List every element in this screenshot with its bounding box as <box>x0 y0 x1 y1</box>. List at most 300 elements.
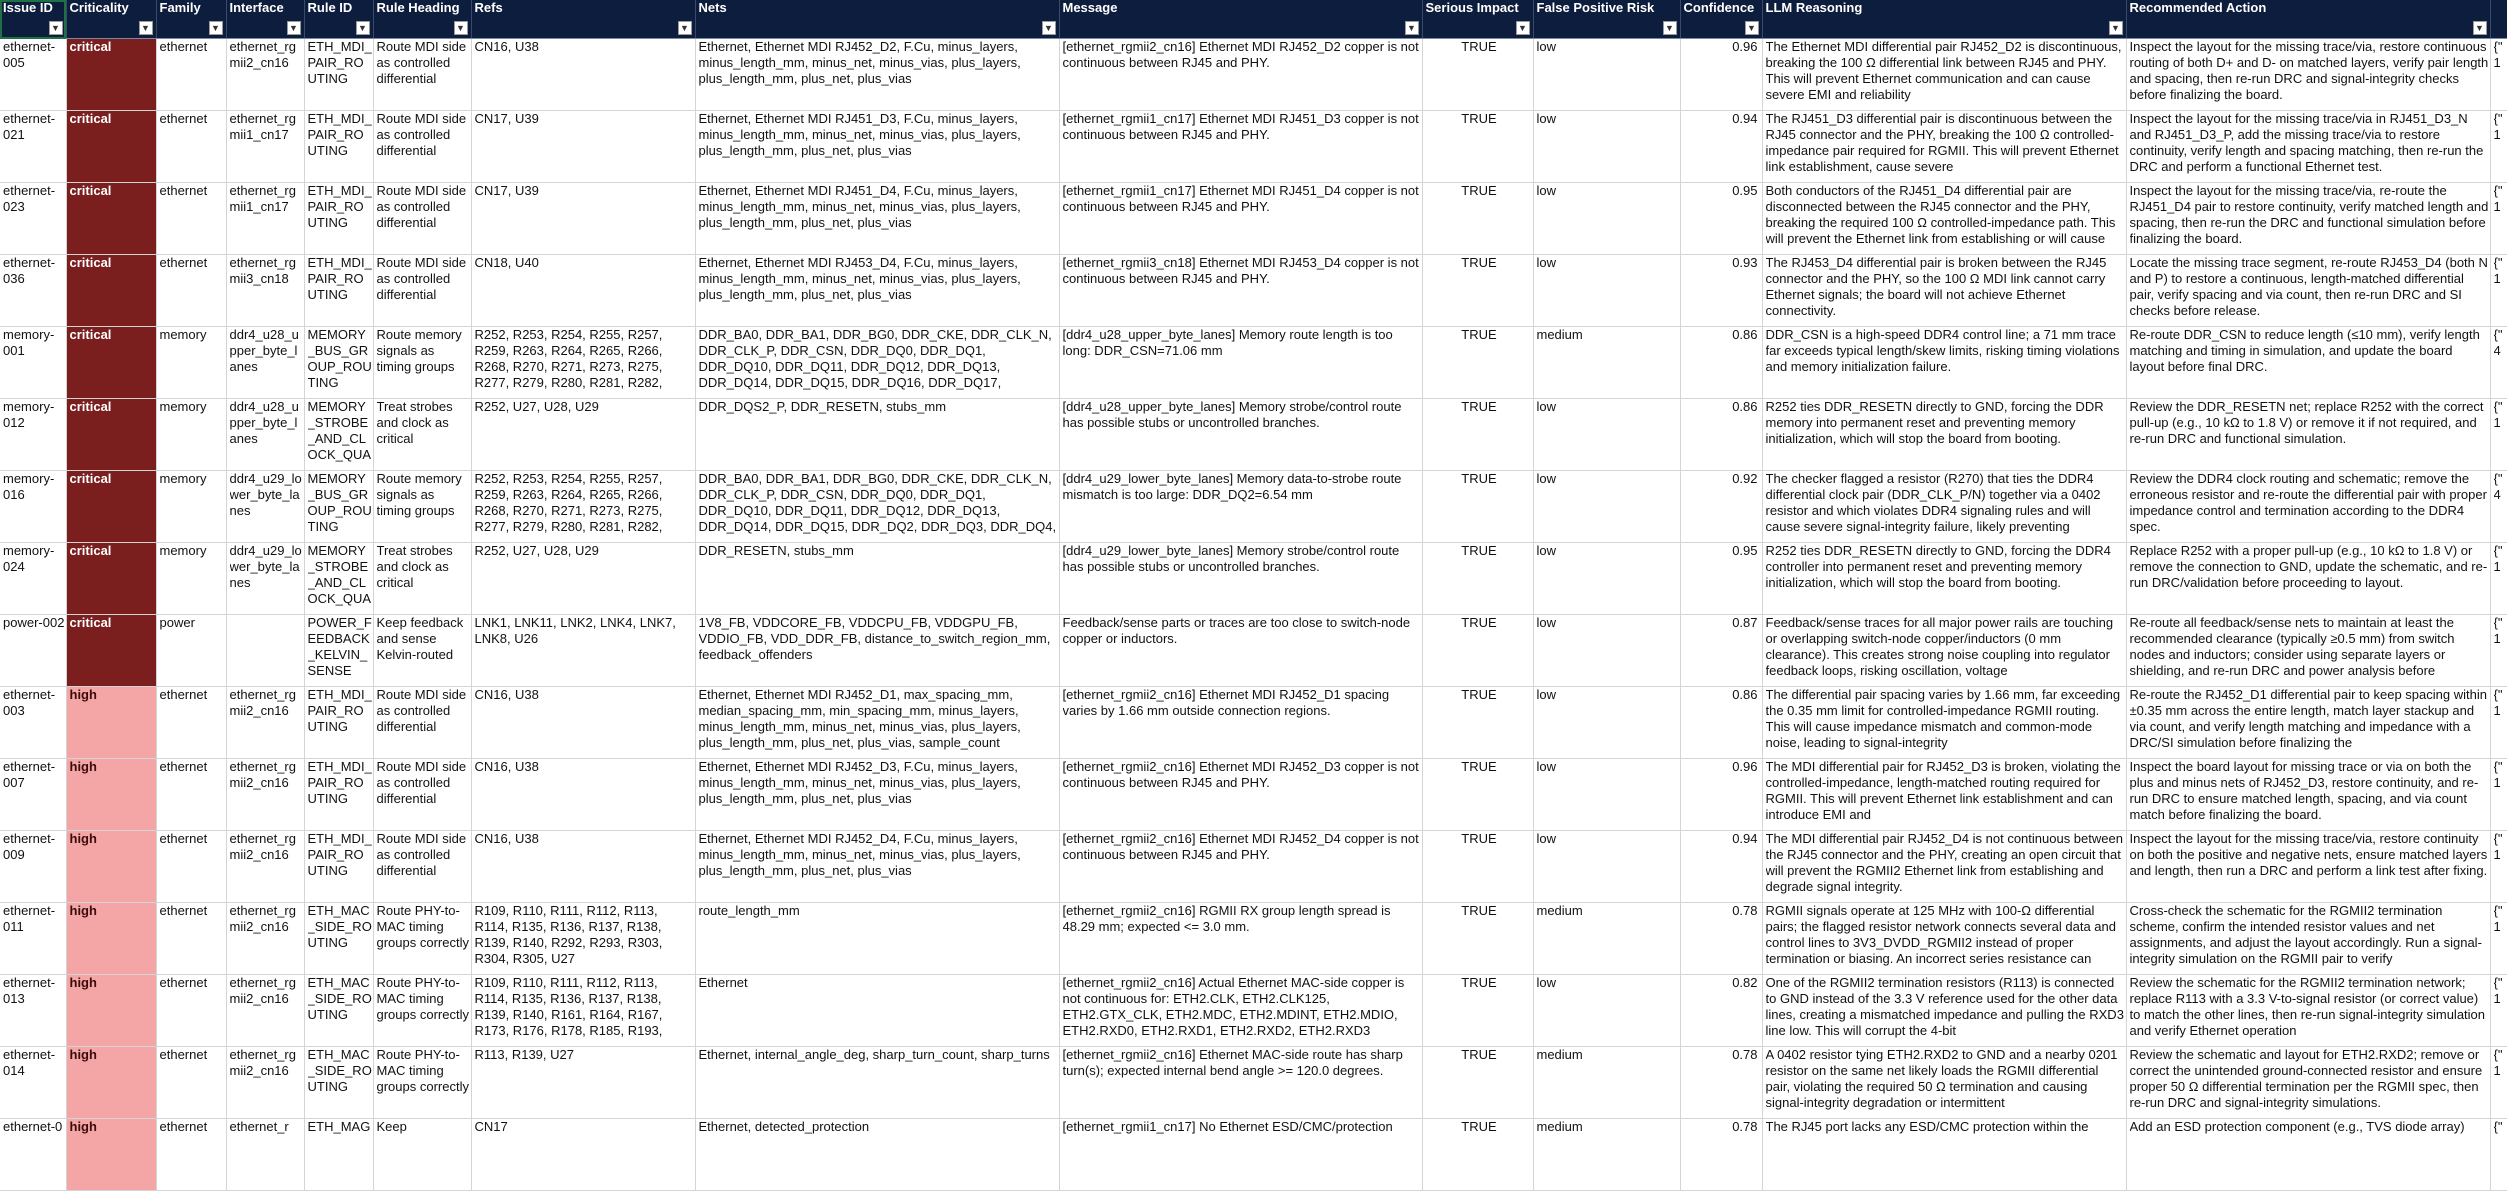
cell-confidence[interactable] <box>1680 903 1762 975</box>
cell-llm-reasoning[interactable] <box>1762 1119 2126 1191</box>
cell-serious-impact[interactable] <box>1422 327 1533 399</box>
cell-false-positive-risk[interactable] <box>1533 543 1680 615</box>
cell-llm-reasoning[interactable] <box>1762 687 2126 759</box>
cell-refs[interactable] <box>471 1119 695 1191</box>
cell-interface[interactable] <box>226 831 304 903</box>
cell-nets[interactable] <box>695 543 1059 615</box>
cell-family[interactable] <box>156 543 226 615</box>
cell-interface[interactable] <box>226 399 304 471</box>
filter-dropdown-icon[interactable]: ▼ <box>1042 21 1056 35</box>
cell-refs[interactable] <box>471 975 695 1047</box>
cell-text: ethernet_rgmii2_cn16 <box>229 1047 296 1078</box>
column-header-family[interactable] <box>156 0 226 39</box>
cell-issue-id[interactable] <box>0 111 66 183</box>
cell-extra[interactable] <box>2490 687 2507 759</box>
cell-confidence[interactable] <box>1680 1047 1762 1119</box>
cell-family[interactable] <box>156 111 226 183</box>
cell-message[interactable] <box>1059 471 1422 543</box>
cell-criticality[interactable] <box>66 687 156 759</box>
cell-rule-heading[interactable] <box>373 327 471 399</box>
cell-llm-reasoning[interactable] <box>1762 111 2126 183</box>
cell-nets[interactable] <box>695 327 1059 399</box>
filter-dropdown-icon[interactable]: ▼ <box>139 21 153 35</box>
cell-interface[interactable] <box>226 39 304 111</box>
column-header-false-positive-risk[interactable] <box>1533 0 1680 39</box>
cell-rule-heading[interactable] <box>373 255 471 327</box>
cell-false-positive-risk[interactable] <box>1533 327 1680 399</box>
cell-rule-id[interactable] <box>304 255 373 327</box>
cell-extra[interactable] <box>2490 975 2507 1047</box>
cell-issue-id[interactable] <box>0 687 66 759</box>
cell-nets[interactable] <box>695 759 1059 831</box>
cell-rule-id[interactable] <box>304 471 373 543</box>
cell-message[interactable] <box>1059 1047 1422 1119</box>
cell-family[interactable] <box>156 615 226 687</box>
cell-refs[interactable] <box>471 543 695 615</box>
cell-criticality[interactable] <box>66 615 156 687</box>
cell-issue-id[interactable] <box>0 39 66 111</box>
cell-serious-impact[interactable] <box>1422 111 1533 183</box>
cell-issue-id[interactable] <box>0 1047 66 1119</box>
cell-rule-id[interactable] <box>304 615 373 687</box>
column-header-message[interactable] <box>1059 0 1422 39</box>
cell-nets[interactable] <box>695 399 1059 471</box>
cell-nets[interactable] <box>695 471 1059 543</box>
cell-confidence[interactable] <box>1680 831 1762 903</box>
cell-text: [ddr4_u28_upper_byte_lanes] Memory strobe/control route has possible stubs or uncontrolled branches. <box>1062 399 1402 430</box>
cell-rule-heading[interactable] <box>373 399 471 471</box>
cell-llm-reasoning[interactable] <box>1762 975 2126 1047</box>
cell-confidence[interactable] <box>1680 111 1762 183</box>
filter-dropdown-icon[interactable]: ▼ <box>209 21 223 35</box>
cell-family[interactable] <box>156 39 226 111</box>
cell-serious-impact[interactable] <box>1422 471 1533 543</box>
cell-rule-id[interactable] <box>304 1047 373 1119</box>
column-header-serious-impact[interactable] <box>1422 0 1533 39</box>
cell-llm-reasoning[interactable] <box>1762 759 2126 831</box>
cell-extra[interactable] <box>2490 255 2507 327</box>
cell-confidence[interactable] <box>1680 399 1762 471</box>
cell-interface[interactable] <box>226 543 304 615</box>
cell-message[interactable] <box>1059 1119 1422 1191</box>
column-header-interface[interactable] <box>226 0 304 39</box>
table-body <box>0 39 2507 1191</box>
cell-recommended-action[interactable] <box>2126 399 2490 471</box>
cell-refs[interactable] <box>471 903 695 975</box>
cell-rule-id[interactable] <box>304 687 373 759</box>
cell-nets[interactable] <box>695 615 1059 687</box>
cell-family[interactable] <box>156 903 226 975</box>
cell-text: [ethernet_rgmii3_cn18] Ethernet MDI RJ453_D4 copper is not continuous between RJ45 and PHY. <box>1062 255 1419 286</box>
cell-criticality[interactable] <box>66 903 156 975</box>
cell-extra[interactable] <box>2490 1119 2507 1191</box>
cell-message[interactable] <box>1059 111 1422 183</box>
cell-message[interactable] <box>1059 399 1422 471</box>
cell-false-positive-risk[interactable] <box>1533 975 1680 1047</box>
cell-message[interactable] <box>1059 183 1422 255</box>
cell-llm-reasoning[interactable] <box>1762 903 2126 975</box>
cell-rule-id[interactable] <box>304 327 373 399</box>
cell-text: The differential pair spacing varies by 1.66 mm, far exceeding the 0.35 mm limit for controlled-impedance RGMII routing. This will cause impedance mismatch and common-mode noise, leading to signal-integrity <box>1765 687 2121 750</box>
cell-confidence[interactable] <box>1680 543 1762 615</box>
filter-dropdown-icon[interactable]: ▼ <box>287 21 301 35</box>
cell-recommended-action[interactable] <box>2126 327 2490 399</box>
cell-confidence[interactable] <box>1680 183 1762 255</box>
column-header-label: Confidence <box>1683 0 1755 15</box>
cell-nets[interactable] <box>695 1047 1059 1119</box>
column-header-label: Serious Impact <box>1425 0 1519 15</box>
cell-confidence[interactable] <box>1680 471 1762 543</box>
cell-issue-id[interactable] <box>0 831 66 903</box>
cell-confidence[interactable] <box>1680 975 1762 1047</box>
cell-serious-impact[interactable] <box>1422 543 1533 615</box>
filter-dropdown-icon[interactable]: ▼ <box>1516 21 1530 35</box>
cell-recommended-action[interactable] <box>2126 39 2490 111</box>
cell-confidence[interactable] <box>1680 687 1762 759</box>
cell-criticality[interactable] <box>66 399 156 471</box>
cell-criticality[interactable] <box>66 111 156 183</box>
cell-refs[interactable] <box>471 615 695 687</box>
cell-llm-reasoning[interactable] <box>1762 543 2126 615</box>
cell-false-positive-risk[interactable] <box>1533 759 1680 831</box>
cell-rule-heading[interactable] <box>373 615 471 687</box>
cell-extra[interactable] <box>2490 183 2507 255</box>
cell-nets[interactable] <box>695 255 1059 327</box>
cell-refs[interactable] <box>471 831 695 903</box>
cell-message[interactable] <box>1059 831 1422 903</box>
cell-rule-heading[interactable] <box>373 903 471 975</box>
cell-text: 1V8_FB, VDDCORE_FB, VDDCPU_FB, VDDGPU_FB, VDDIO_FB, VDD_DDR_FB, distance_to_switch_region_mm, feedback_offenders <box>698 615 1051 662</box>
cell-rule-heading[interactable] <box>373 111 471 183</box>
column-header-nets[interactable] <box>695 0 1059 39</box>
cell-extra[interactable] <box>2490 903 2507 975</box>
cell-issue-id[interactable] <box>0 327 66 399</box>
cell-false-positive-risk[interactable] <box>1533 399 1680 471</box>
cell-recommended-action[interactable] <box>2126 615 2490 687</box>
cell-rule-heading[interactable] <box>373 759 471 831</box>
cell-text: TRUE <box>1461 255 1497 270</box>
cell-rule-id[interactable] <box>304 183 373 255</box>
cell-extra[interactable] <box>2490 831 2507 903</box>
cell-false-positive-risk[interactable] <box>1533 255 1680 327</box>
cell-family[interactable] <box>156 183 226 255</box>
column-header-criticality[interactable] <box>66 0 156 39</box>
cell-rule-id[interactable] <box>304 543 373 615</box>
cell-text: [ethernet_rgmii2_cn16] Ethernet MDI RJ452_D2 copper is not continuous between RJ45 and PHY. <box>1062 39 1419 70</box>
cell-nets[interactable] <box>695 183 1059 255</box>
column-header-rule-id[interactable] <box>304 0 373 39</box>
cell-text: Route MDI side as controlled differential <box>376 687 467 734</box>
column-header-recommended-action[interactable] <box>2126 0 2490 39</box>
cell-message[interactable] <box>1059 327 1422 399</box>
filter-dropdown-icon[interactable]: ▼ <box>1405 21 1419 35</box>
cell-extra[interactable] <box>2490 615 2507 687</box>
cell-text: R252, R253, R254, R255, R257, R259, R263, R264, R265, R266, R268, R270, R271, R273, R275, R277, R279, R280, R281, R282, <box>474 471 663 534</box>
cell-text: high <box>69 1119 97 1134</box>
cell-criticality[interactable] <box>66 471 156 543</box>
cell-interface[interactable] <box>226 1047 304 1119</box>
cell-extra[interactable] <box>2490 39 2507 111</box>
cell-interface[interactable] <box>226 1119 304 1191</box>
cell-refs[interactable] <box>471 327 695 399</box>
cell-llm-reasoning[interactable] <box>1762 615 2126 687</box>
cell-text: medium <box>1536 327 1583 342</box>
cell-rule-heading[interactable] <box>373 183 471 255</box>
cell-nets[interactable] <box>695 687 1059 759</box>
cell-confidence[interactable] <box>1680 1119 1762 1191</box>
cell-recommended-action[interactable] <box>2126 543 2490 615</box>
cell-interface[interactable] <box>226 183 304 255</box>
cell-nets[interactable] <box>695 831 1059 903</box>
cell-recommended-action[interactable] <box>2126 111 2490 183</box>
cell-extra[interactable] <box>2490 111 2507 183</box>
cell-false-positive-risk[interactable] <box>1533 183 1680 255</box>
cell-recommended-action[interactable] <box>2126 759 2490 831</box>
cell-refs[interactable] <box>471 471 695 543</box>
cell-interface[interactable] <box>226 471 304 543</box>
column-header-refs[interactable] <box>471 0 695 39</box>
cell-rule-heading[interactable] <box>373 1119 471 1191</box>
cell-text: Ethernet, Ethernet MDI RJ452_D4, F.Cu, minus_layers, minus_length_mm, minus_net, minus_vias, plus_layers, plus_length_mm, plus_net, plus_vias <box>698 831 1021 878</box>
cell-extra[interactable] <box>2490 399 2507 471</box>
cell-refs[interactable] <box>471 687 695 759</box>
cell-rule-heading[interactable] <box>373 1047 471 1119</box>
cell-refs[interactable] <box>471 255 695 327</box>
cell-refs[interactable] <box>471 111 695 183</box>
cell-recommended-action[interactable] <box>2126 831 2490 903</box>
cell-rule-id[interactable] <box>304 831 373 903</box>
cell-family[interactable] <box>156 255 226 327</box>
cell-refs[interactable] <box>471 759 695 831</box>
cell-issue-id[interactable] <box>0 399 66 471</box>
cell-criticality[interactable] <box>66 975 156 1047</box>
cell-recommended-action[interactable] <box>2126 183 2490 255</box>
cell-text: ethernet <box>159 903 208 918</box>
cell-confidence[interactable] <box>1680 327 1762 399</box>
cell-family[interactable] <box>156 687 226 759</box>
cell-recommended-action[interactable] <box>2126 903 2490 975</box>
cell-llm-reasoning[interactable] <box>1762 831 2126 903</box>
cell-extra[interactable] <box>2490 759 2507 831</box>
cell-text: critical <box>69 543 112 558</box>
cell-rule-heading[interactable] <box>373 975 471 1047</box>
cell-criticality[interactable] <box>66 831 156 903</box>
cell-issue-id[interactable] <box>0 615 66 687</box>
cell-refs[interactable] <box>471 183 695 255</box>
cell-criticality[interactable] <box>66 543 156 615</box>
cell-extra[interactable] <box>2490 1047 2507 1119</box>
cell-extra[interactable] <box>2490 471 2507 543</box>
cell-rule-id[interactable] <box>304 975 373 1047</box>
cell-text: {" 1 <box>2493 831 2503 862</box>
cell-recommended-action[interactable] <box>2126 255 2490 327</box>
cell-serious-impact[interactable] <box>1422 615 1533 687</box>
cell-serious-impact[interactable] <box>1422 975 1533 1047</box>
cell-serious-impact[interactable] <box>1422 687 1533 759</box>
cell-confidence[interactable] <box>1680 255 1762 327</box>
cell-message[interactable] <box>1059 759 1422 831</box>
cell-nets[interactable] <box>695 111 1059 183</box>
cell-message[interactable] <box>1059 903 1422 975</box>
cell-nets[interactable] <box>695 39 1059 111</box>
cell-interface[interactable] <box>226 255 304 327</box>
cell-text: ethernet_rgmii2_cn16 <box>229 759 296 790</box>
cell-false-positive-risk[interactable] <box>1533 111 1680 183</box>
cell-interface[interactable] <box>226 975 304 1047</box>
cell-llm-reasoning[interactable] <box>1762 327 2126 399</box>
cell-message[interactable] <box>1059 615 1422 687</box>
cell-refs[interactable] <box>471 39 695 111</box>
cell-interface[interactable] <box>226 903 304 975</box>
cell-message[interactable] <box>1059 39 1422 111</box>
cell-false-positive-risk[interactable] <box>1533 903 1680 975</box>
cell-text: {" 4 <box>2493 471 2503 502</box>
cell-rule-heading[interactable] <box>373 831 471 903</box>
cell-false-positive-risk[interactable] <box>1533 831 1680 903</box>
column-header-issue-id[interactable] <box>0 0 66 39</box>
cell-message[interactable] <box>1059 255 1422 327</box>
cell-nets[interactable] <box>695 903 1059 975</box>
cell-llm-reasoning[interactable] <box>1762 255 2126 327</box>
cell-llm-reasoning[interactable] <box>1762 1047 2126 1119</box>
cell-serious-impact[interactable] <box>1422 183 1533 255</box>
cell-criticality[interactable] <box>66 39 156 111</box>
cell-extra[interactable] <box>2490 327 2507 399</box>
cell-text: CN16, U38 <box>474 39 539 54</box>
cell-serious-impact[interactable] <box>1422 399 1533 471</box>
column-header-llm-reasoning[interactable] <box>1762 0 2126 39</box>
cell-serious-impact[interactable] <box>1422 1047 1533 1119</box>
cell-issue-id[interactable] <box>0 975 66 1047</box>
cell-recommended-action[interactable] <box>2126 471 2490 543</box>
cell-extra[interactable] <box>2490 543 2507 615</box>
filter-dropdown-icon[interactable]: ▼ <box>356 21 370 35</box>
cell-issue-id[interactable] <box>0 183 66 255</box>
cell-llm-reasoning[interactable] <box>1762 399 2126 471</box>
cell-serious-impact[interactable] <box>1422 831 1533 903</box>
cell-llm-reasoning[interactable] <box>1762 183 2126 255</box>
cell-confidence[interactable] <box>1680 615 1762 687</box>
cell-llm-reasoning[interactable] <box>1762 471 2126 543</box>
cell-text: CN16, U38 <box>474 831 539 846</box>
filter-dropdown-icon[interactable]: ▼ <box>454 21 468 35</box>
cell-interface[interactable] <box>226 759 304 831</box>
cell-rule-id[interactable] <box>304 1119 373 1191</box>
cell-interface[interactable] <box>226 111 304 183</box>
cell-false-positive-risk[interactable] <box>1533 1047 1680 1119</box>
cell-rule-heading[interactable] <box>373 471 471 543</box>
cell-criticality[interactable] <box>66 759 156 831</box>
cell-interface[interactable] <box>226 687 304 759</box>
cell-criticality[interactable] <box>66 1119 156 1191</box>
cell-text: ethernet <box>159 255 208 270</box>
cell-criticality[interactable] <box>66 255 156 327</box>
cell-false-positive-risk[interactable] <box>1533 39 1680 111</box>
column-header-extra[interactable] <box>2490 0 2507 39</box>
cell-text: memory-016 <box>3 471 55 502</box>
cell-recommended-action[interactable] <box>2126 1047 2490 1119</box>
cell-false-positive-risk[interactable] <box>1533 471 1680 543</box>
cell-refs[interactable] <box>471 1047 695 1119</box>
cell-issue-id[interactable] <box>0 903 66 975</box>
cell-serious-impact[interactable] <box>1422 903 1533 975</box>
cell-serious-impact[interactable] <box>1422 1119 1533 1191</box>
cell-message[interactable] <box>1059 543 1422 615</box>
filter-dropdown-icon[interactable]: ▼ <box>49 21 63 35</box>
filter-dropdown-icon[interactable]: ▼ <box>678 21 692 35</box>
filter-dropdown-icon[interactable]: ▼ <box>1663 21 1677 35</box>
cell-false-positive-risk[interactable] <box>1533 687 1680 759</box>
cell-nets[interactable] <box>695 1119 1059 1191</box>
cell-confidence[interactable] <box>1680 39 1762 111</box>
cell-interface[interactable] <box>226 327 304 399</box>
cell-rule-id[interactable] <box>304 399 373 471</box>
cell-issue-id[interactable] <box>0 759 66 831</box>
cell-family[interactable] <box>156 327 226 399</box>
cell-false-positive-risk[interactable] <box>1533 1119 1680 1191</box>
cell-issue-id[interactable] <box>0 255 66 327</box>
cell-text: ethernet <box>159 687 208 702</box>
cell-text: TRUE <box>1461 903 1497 918</box>
cell-family[interactable] <box>156 759 226 831</box>
cell-message[interactable] <box>1059 687 1422 759</box>
cell-text: high <box>69 831 97 846</box>
cell-family[interactable] <box>156 399 226 471</box>
cell-confidence[interactable] <box>1680 759 1762 831</box>
cell-criticality[interactable] <box>66 183 156 255</box>
cell-issue-id[interactable] <box>0 1119 66 1191</box>
cell-family[interactable] <box>156 1047 226 1119</box>
cell-serious-impact[interactable] <box>1422 759 1533 831</box>
cell-false-positive-risk[interactable] <box>1533 615 1680 687</box>
cell-text: 0.78 <box>1732 1047 1758 1062</box>
column-header-rule-heading[interactable] <box>373 0 471 39</box>
cell-rule-heading[interactable] <box>373 39 471 111</box>
cell-family[interactable] <box>156 831 226 903</box>
cell-rule-id[interactable] <box>304 903 373 975</box>
filter-dropdown-icon[interactable]: ▼ <box>2109 21 2123 35</box>
cell-issue-id[interactable] <box>0 543 66 615</box>
cell-llm-reasoning[interactable] <box>1762 39 2126 111</box>
cell-rule-id[interactable] <box>304 39 373 111</box>
cell-serious-impact[interactable] <box>1422 39 1533 111</box>
cell-criticality[interactable] <box>66 327 156 399</box>
cell-recommended-action[interactable] <box>2126 1119 2490 1191</box>
cell-rule-heading[interactable] <box>373 543 471 615</box>
cell-family[interactable] <box>156 1119 226 1191</box>
cell-rule-id[interactable] <box>304 759 373 831</box>
cell-interface[interactable] <box>226 615 304 687</box>
cell-rule-id[interactable] <box>304 111 373 183</box>
cell-refs[interactable] <box>471 399 695 471</box>
cell-issue-id[interactable] <box>0 471 66 543</box>
cell-criticality[interactable] <box>66 1047 156 1119</box>
cell-family[interactable] <box>156 975 226 1047</box>
cell-text: TRUE <box>1461 543 1497 558</box>
cell-recommended-action[interactable] <box>2126 975 2490 1047</box>
column-header-confidence[interactable] <box>1680 0 1762 39</box>
cell-serious-impact[interactable] <box>1422 255 1533 327</box>
cell-family[interactable] <box>156 471 226 543</box>
cell-rule-heading[interactable] <box>373 687 471 759</box>
cell-text: ethernet_rgmii1_cn17 <box>229 183 296 214</box>
cell-text: {" 1 <box>2493 39 2503 70</box>
cell-message[interactable] <box>1059 975 1422 1047</box>
cell-recommended-action[interactable] <box>2126 687 2490 759</box>
cell-nets[interactable] <box>695 975 1059 1047</box>
filter-dropdown-icon[interactable]: ▼ <box>2473 21 2487 35</box>
filter-dropdown-icon[interactable]: ▼ <box>1745 21 1759 35</box>
